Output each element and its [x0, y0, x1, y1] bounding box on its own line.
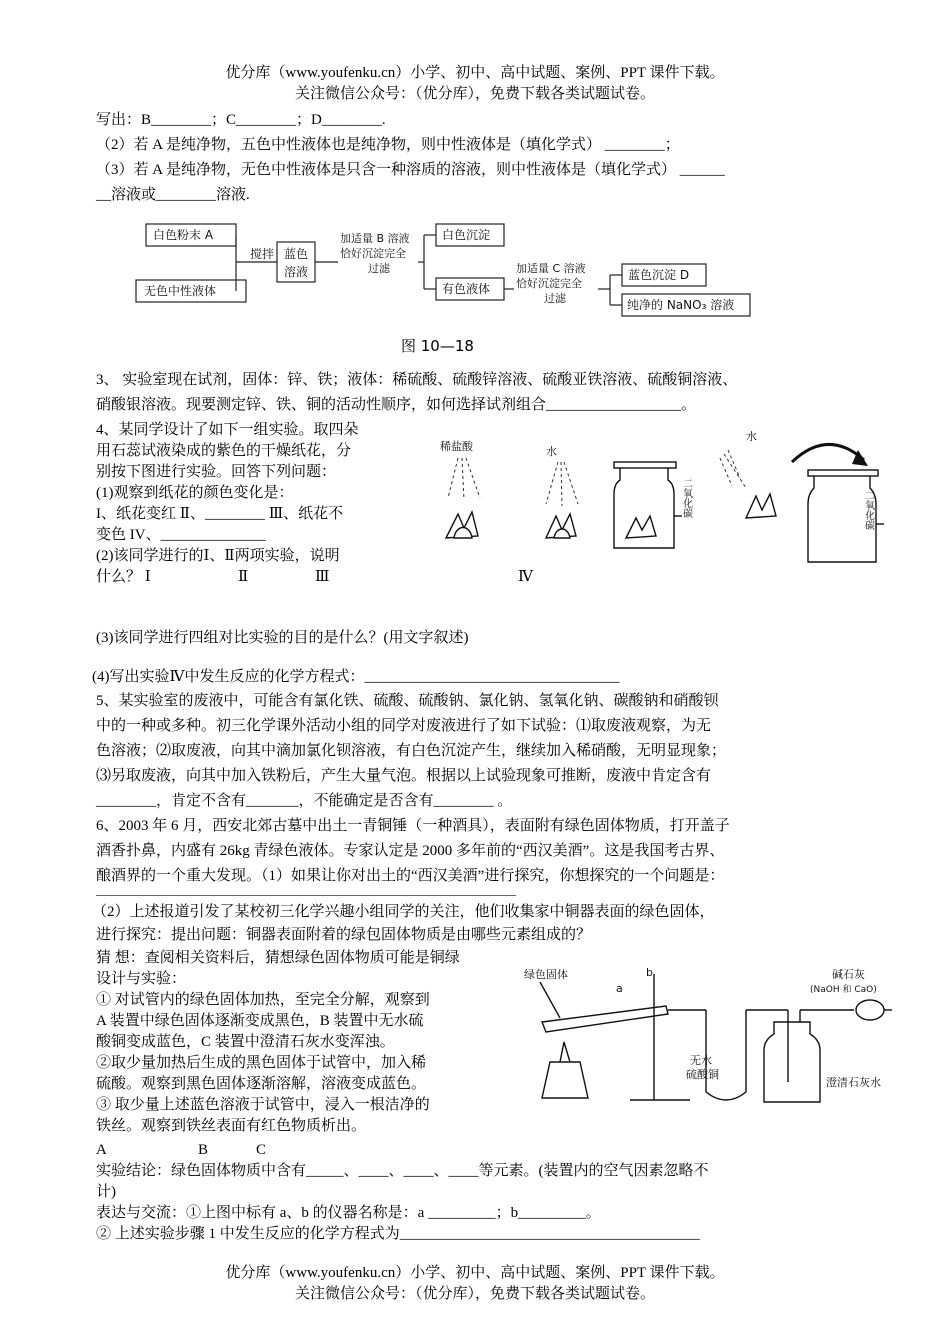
- curved-arrow-icon: [792, 444, 864, 462]
- q6-line-2: 酒香扑鼻，内盛有 26kg 青绿色液体。专家认定是 2000 多年前的“西汉美酒”。这是我国考古界、: [96, 843, 725, 859]
- q5-line-2: 中的一种或多种。初三化学课外活动小组的同学对废液进行了如下试验：⑴取废液观察，为无: [96, 718, 712, 734]
- label-cuso4-1: 无水: [690, 1054, 712, 1067]
- q6-label-b: B: [198, 1142, 209, 1158]
- q6-line-11: 酸铜变成蓝色，C 装置中澄清石灰水变浑浊。: [96, 1034, 395, 1050]
- q6-line-9: ① 对试管内的绿色固体加热，至完全分解，观察到: [96, 992, 430, 1008]
- label-neutral-liquid: 无色中性液体: [144, 284, 217, 298]
- q5-line-1: 5、某实验室的废液中，可能含有氯化铁、硫酸、硫酸钠、氯化钠、氢氧化钠、碳酸钠和硝酸钡: [96, 693, 719, 709]
- label-white-precipitate: 白色沉淀: [442, 228, 491, 242]
- q2-part3-b: __溶液或________溶液.: [96, 187, 250, 203]
- q4-line-1: 4、某同学设计了如下一组实验。取四朵: [96, 422, 359, 438]
- q3-line-2: 硝酸银溶液。现要测定锌、铁、铜的活动性顺序，如何选择试剂组合__________________。: [96, 397, 697, 413]
- q6-label-a: A: [96, 1142, 107, 1158]
- footer-line-1: 优分库（www.youfenku.cn）小学、初中、高中试题、案例、PPT 课件下载。: [225, 1265, 725, 1281]
- label-filter-2: 过滤: [544, 292, 566, 305]
- label-blue-2: 溶液: [284, 265, 309, 279]
- u-tube: [706, 1010, 746, 1100]
- label-blue-precipitate-d: 蓝色沉淀 D: [628, 268, 690, 282]
- q4-line-3: 别按下图进行实验。回答下列问题：: [96, 464, 337, 480]
- label-cuso4-2: 硫酸铜: [686, 1068, 719, 1081]
- flower-experiments-figure: [428, 420, 888, 570]
- q4-line-8a: 什么？ Ⅰ: [96, 569, 151, 585]
- q6-line-15: 铁丝。观察到铁丝表面有红色物质析出。: [96, 1118, 367, 1134]
- q6-line-8: 设计与实验：: [96, 971, 187, 987]
- q6-line-19: 表达与交流：①上图中标有 a、b 的仪器名称是：a _________；b_________。: [96, 1205, 601, 1221]
- q4-label-iv: Ⅳ: [518, 569, 533, 585]
- flower-icons: [446, 494, 776, 538]
- label-water-1: 水: [546, 445, 557, 458]
- label-nano3: 纯净的 NaNO₃ 溶液: [627, 298, 735, 312]
- q4-line-2: 用石蕊试液染成的紫色的干燥纸花，分: [96, 443, 352, 459]
- q6-line-14: ③ 取少量上述蓝色溶液于试管中，浸入一根洁净的: [96, 1097, 430, 1113]
- q6-line-20: ② 上述实验步骤 1 中发生反应的化学方程式为________________________________________: [96, 1226, 700, 1242]
- q6-line-5: （2）上述报道引发了某校初三化学兴趣小组同学的关注，他们收集家中铜器表面的绿色固体，: [92, 904, 715, 920]
- label-powder-a: 白色粉末 A: [153, 228, 214, 242]
- q4-line-9: (3)该同学进行四组对比实验的目的是什么？(用文字叙述): [96, 630, 469, 646]
- label-dilute-hcl: 稀盐酸: [440, 440, 473, 453]
- q5-line-5: ________，肯定不含有_______，不能确定是否含有________ 。: [96, 793, 513, 809]
- soda-lime-tube: [856, 1000, 884, 1020]
- label-a: a: [616, 982, 623, 995]
- label-co2-1: 二氧化碳: [680, 478, 692, 518]
- q6-label-c: C: [256, 1142, 267, 1158]
- label-step-c-1: 加适量 C 溶液: [516, 262, 586, 275]
- label-filter-1: 过滤: [368, 262, 390, 275]
- q6-line-17: 实验结论：绿色固体物质中含有_____、____、____、____等元素。(装置内的空气因素忽略不: [96, 1163, 709, 1179]
- header-line-1: 优分库（www.youfenku.cn）小学、初中、高中试题、案例、PPT 课件下载。: [225, 65, 725, 81]
- label-green-solid: 绿色固体: [524, 968, 568, 981]
- q4-line-5: I、纸花变红 Ⅱ、________ Ⅲ、纸花不: [96, 506, 344, 522]
- q2-part3-a: （3）若 A 是纯净物，无色中性液体是只含一种溶质的溶液，则中性液体是（填化学式） ______: [96, 162, 725, 178]
- q4-label-ii: Ⅱ: [238, 569, 249, 585]
- q6-line-10: A 装置中绿色固体逐渐变成黑色，B 装置中无水硫: [96, 1013, 424, 1029]
- header-line-2: 关注微信公众号：（优分库），免费下载各类试题试卷。: [294, 86, 655, 102]
- q6-answer-blank: ______________________________________________________________________: [96, 883, 516, 897]
- test-tube: [542, 1006, 668, 1032]
- alcohol-lamp: [542, 1062, 588, 1098]
- label-blue-1: 蓝色: [284, 247, 309, 261]
- label-step-b-1: 加适量 B 溶液: [340, 232, 410, 245]
- label-limewater: 澄清石灰水: [826, 1076, 881, 1089]
- label-soda-lime: 碱石灰: [832, 968, 865, 981]
- q4-label-iii: Ⅲ: [315, 569, 330, 585]
- label-b: b: [646, 966, 653, 979]
- label-step-b-2: 恰好沉淀完全: [340, 247, 406, 260]
- q6-line-12: ②取少量加热后生成的黑色固体于试管中，加入稀: [96, 1055, 427, 1071]
- footer-line-2: 关注微信公众号：（优分库），免费下载各类试题试卷。: [294, 1286, 655, 1302]
- label-step-c-2: 恰好沉淀完全: [516, 277, 582, 290]
- label-colored-liquid: 有色液体: [442, 282, 491, 296]
- q6-line-6: 进行探究：提出问题：铜器表面附着的绿包固体物质是由哪些元素组成的？: [96, 927, 592, 943]
- q6-line-3: 酿酒界的一个重大发现。（1）如果让你对出土的“西汉美酒”进行探究，你想探究的一个问题是：: [96, 868, 725, 884]
- q6-line-13: 硫酸。观察到黑色固体逐渐溶解，溶液变成蓝色。: [96, 1076, 427, 1092]
- q4-line-10: (4)写出实验Ⅳ中发生反应的化学方程式：__________________________________: [92, 669, 620, 685]
- q5-line-3: 色溶液；⑵取废液，向其中滴加氯化钡溶液，有白色沉淀产生，继续加入稀硝酸，无明显现象；: [96, 743, 727, 759]
- q6-line-1: 6、2003 年 6 月，西安北郊古墓中出土一青铜锤（一种酒具），表面附有绿色固体物质，打开盖子: [96, 818, 730, 834]
- limewater-bottle: [764, 1022, 820, 1102]
- label-co2-2: 二氧化碳: [862, 490, 874, 530]
- q4-line-7: (2)该同学进行的Ⅰ、Ⅱ两项实验，说明: [96, 548, 340, 564]
- q2-write-line: 写出：B________；C________；D________.: [96, 112, 386, 128]
- q4-line-4: (1)观察到纸花的颜色变化是：: [96, 485, 294, 501]
- q2-part2: （2）若 A 是纯净物，五色中性液体也是纯净物，则中性液体是（填化学式） ________；: [96, 137, 680, 153]
- figure-caption: 图 10—18: [401, 337, 474, 355]
- q5-line-4: ⑶另取废液，向其中加入铁粉后，产生大量气泡。根据以上试验现象可推断，废液中肯定含有: [96, 768, 712, 784]
- q3-line-1: 3、 实验室现在试剂，固体：锌、铁；液体：稀硫酸、硫酸锌溶液、硫酸亚铁溶液、硫酸铜溶液、: [96, 372, 738, 388]
- apparatus-figure: [520, 962, 894, 1112]
- q4-line-6: 变色 IV、______________: [96, 527, 266, 543]
- q6-line-18: 计): [96, 1184, 116, 1200]
- q6-line-7: 猜 想：查阅相关资料后，猜想绿色固体物质可能是铜绿: [96, 950, 460, 966]
- label-water-2: 水: [746, 430, 757, 443]
- label-soda-lime-sub: (NaOH 和 CaO): [810, 985, 877, 995]
- label-stir: 搅拌: [250, 247, 275, 261]
